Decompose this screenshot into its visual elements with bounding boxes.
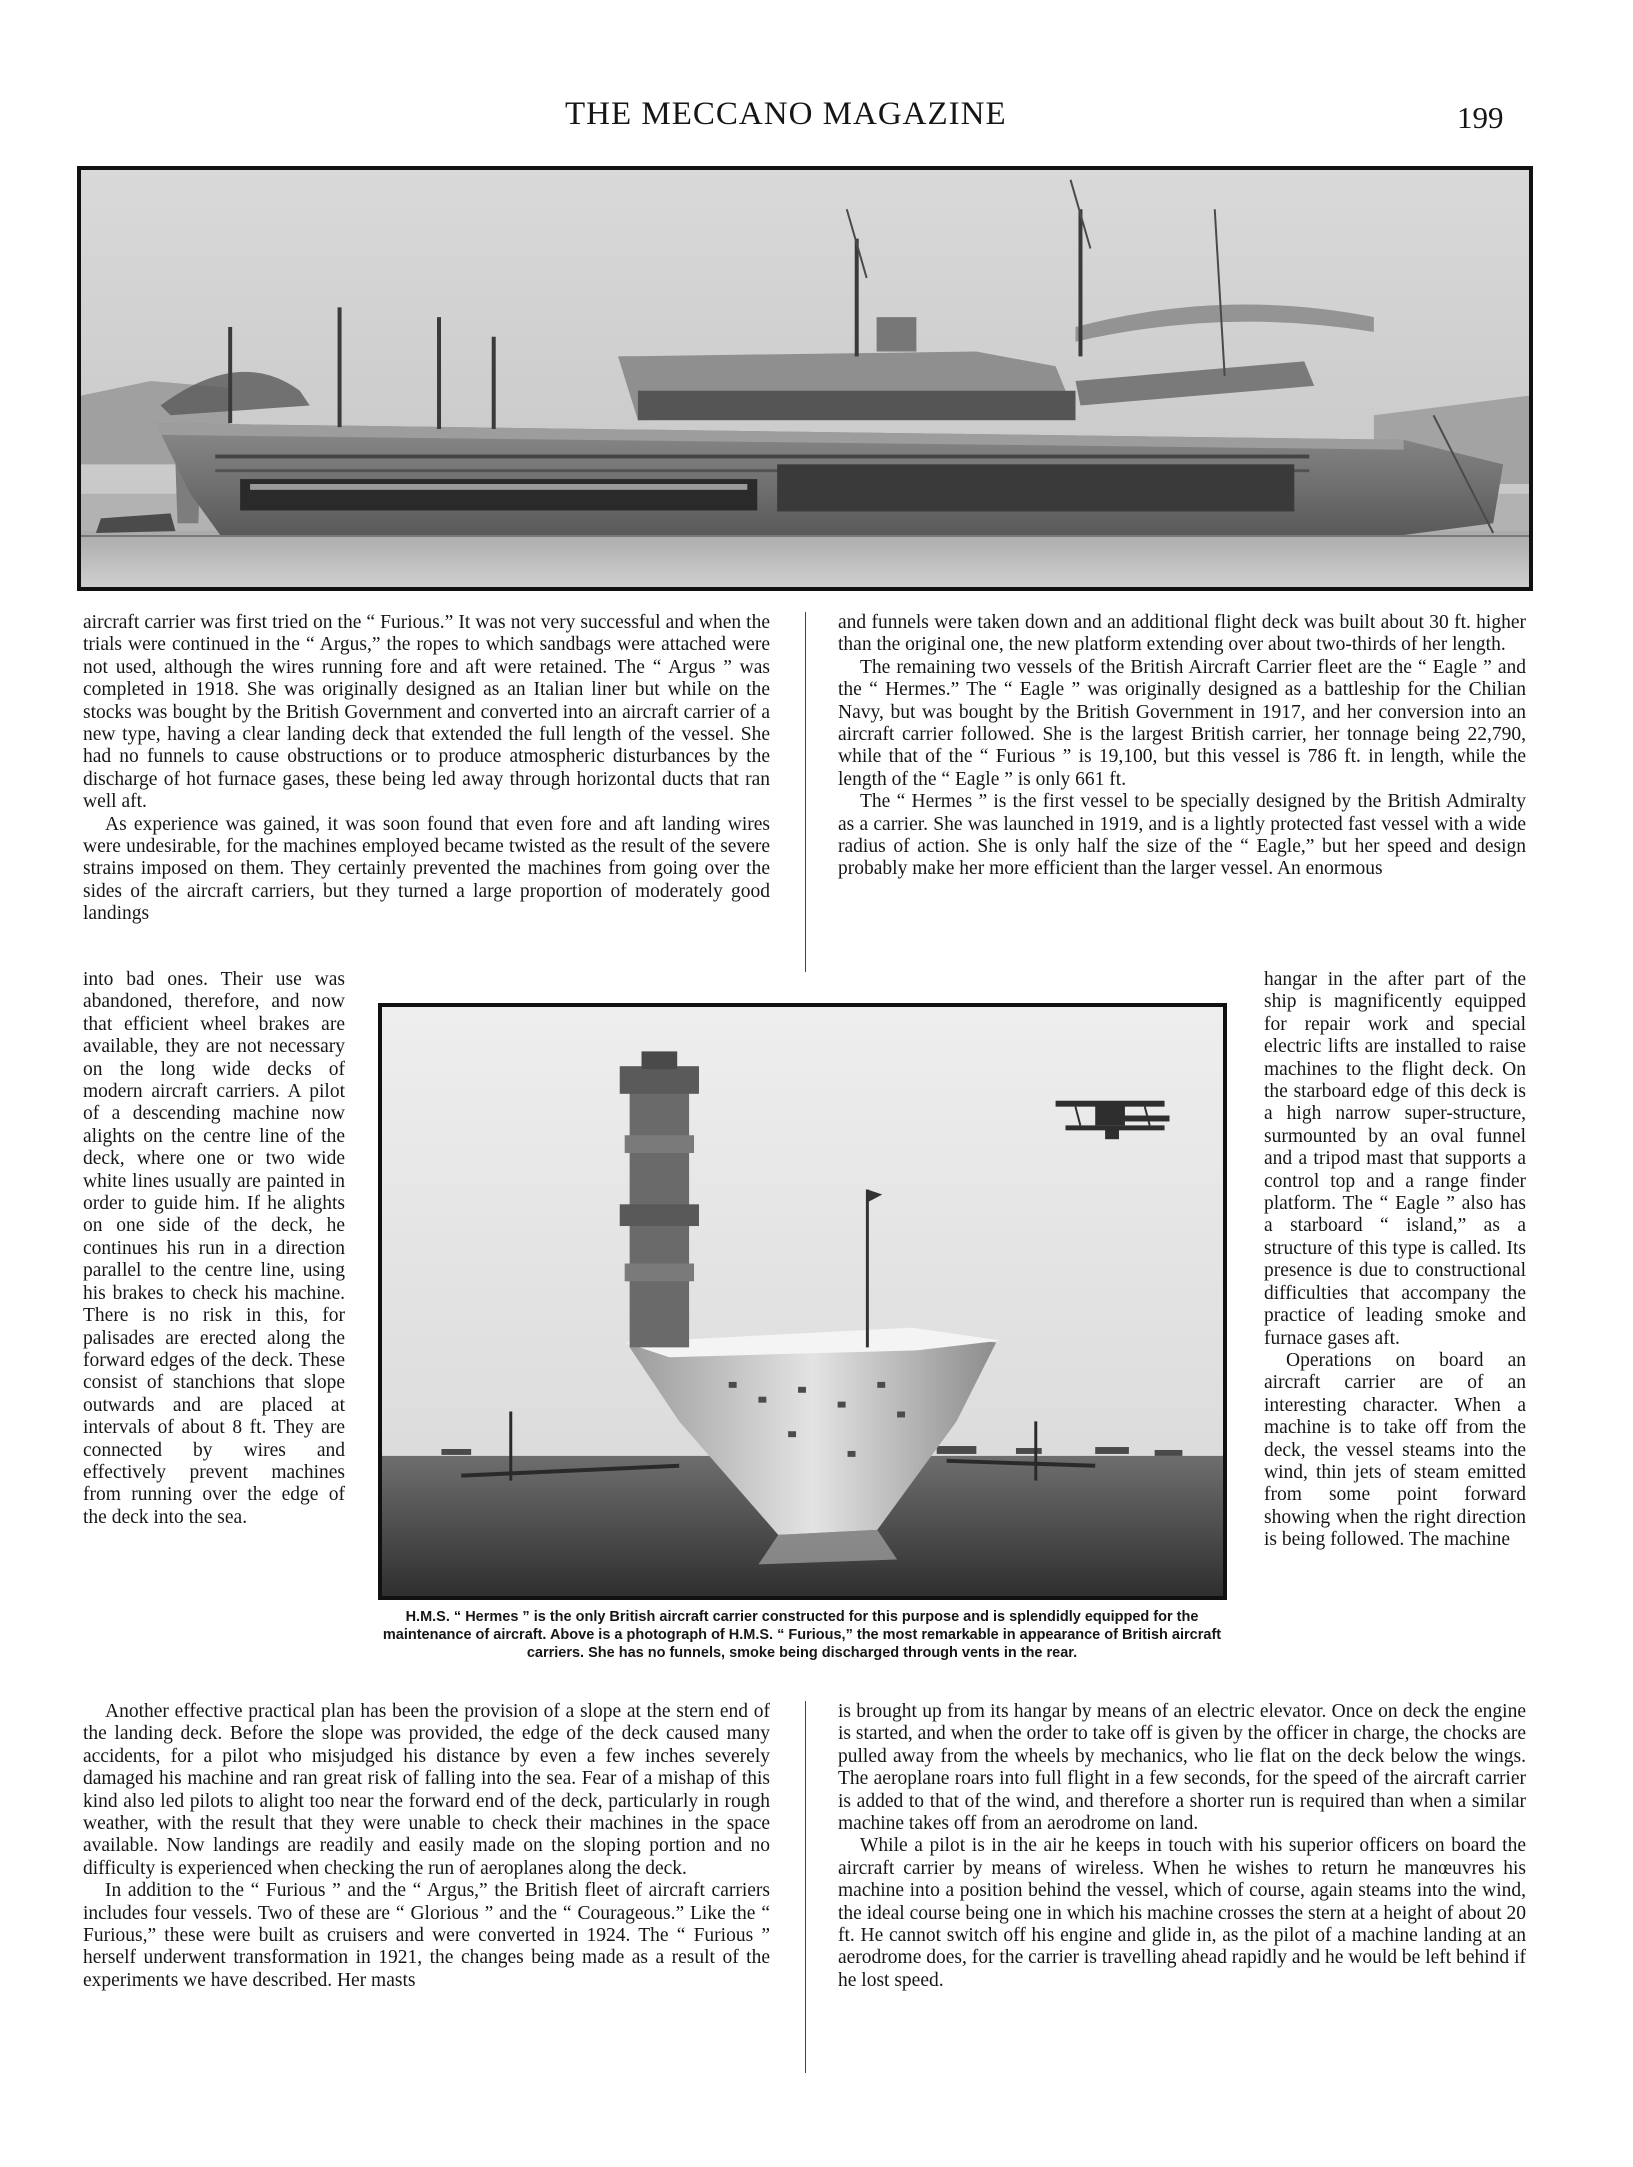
article-right-top — [838, 612, 1526, 881]
furious-carrier-photo — [77, 166, 1533, 591]
article-right-bottom — [838, 1701, 1526, 1992]
paragraph: Operations on board an aircraft carrier are of an interesting character. When a machine is to take off from the deck, the vessel steams into the wind, thin jets of steam emitted from some point forward showing when the right direction is being followed. The machine — [1264, 1349, 1526, 1551]
paragraph: is brought up from its hangar by means of an electric elevator. Once on deck the engine is started, and when the order to take off is given by the officer in charge, the chocks are pulled away from the wheels by mechanics, who lie flat on the deck below the wings. The aeroplane roars into full flight in a few seconds, for the speed of the aircraft carrier is added to that of the wind, and therefore a shorter run is required than when a similar machine takes off from an aerodrome on land. — [838, 1701, 1526, 1835]
paragraph: The “ Hermes ” is the first vessel to be specially designed by the British Admiralty as a carrier. She was launched in 1919, and is a lightly protected fast vessel with a wide radius of action. She is only half the size of the “ Eagle,” but her speed and design probably make her more efficient than the larger vessel. An enormous — [838, 791, 1526, 880]
paragraph: The remaining two vessels of the British Aircraft Carrier fleet are the “ Eagle ” and the “ Hermes.” The “ Eagle ” was originally designed as a battleship for the Chilian Navy, but was bought by the British Government in 1917, and her conversion into an aircraft carrier followed. She is the largest British carrier, her tonnage being 22,790, while that of the “ Furious ” is 19,100, but this vessel is 786 ft. in length, while the length of the “ Eagle ” is only 661 ft. — [838, 656, 1526, 790]
paragraph: aircraft carrier was first tried on the “ Furious.” It was not very successful and when the trials were continued in the “ Argus,” the ropes to which sandbags were attached were not used, although the wires running fore and aft were retained. The “ Argus ” was completed in 1918. She was originally designed as an Italian liner but while on the stocks was bought by the British Government and converted into an aircraft carrier of a new type, having a clear landing deck that extended the full length of the vessel. She had no funnels to cause obstructions or to produce atmospheric disturbances by the discharge of hot furnace gases, these being led away through horizontal ducts that ran well aft. — [83, 612, 770, 813]
hermes-carrier-photo-image — [382, 1007, 1223, 1596]
paragraph: into bad ones. Their use was abandoned, therefore, and now that efficient wheel brakes are available, they are not necessary on the long wide decks of modern aircraft carriers. A pilot of a descending machine now alights on the centre line of the deck, where one or two wide white lines usually are painted in order to guide him. If he alights on one side of the deck, he continues his run in a direction parallel to the centre line, using his brakes to check his machine. There is no risk in this, for palisades are erected along the forward edges of the deck. These consist of stanchions that slope outwards and are placed at intervals of about 8 ft. They are connected by wires and effectively prevent machines from running over the edge of the deck into the sea. — [83, 969, 345, 1528]
photo-caption: H.M.S. “ Hermes ” is the only British aircraft carrier constructed for this purpose and is splendidly equipped for the maintenance of aircraft. Above is a photograph of H.M.S. “ Furious,” the most remarkable in appearance of British aircraft carriers. She has no funnels, smoke being discharged through vents in the rear. — [382, 1609, 1222, 1661]
column-rule — [805, 612, 806, 972]
article-left-bottom — [83, 1701, 770, 1992]
paragraph: Another effective practical plan has been the provision of a slope at the stern end of the landing deck. Before the slope was provided, the edge of the deck caused many accidents, for a pilot who misjudged his distance by even a few inches severely damaged his machine and ran great risk of falling into the sea. Fear of a mishap of this kind also led pilots to alight too near the forward end of the deck, particularly in rough weather, with the result that they were unable to check their machines in the space available. Now landings are readily and easily made on the sloping portion and no difficulty is experienced when checking the run of aeroplanes along the deck. — [83, 1701, 770, 1879]
paragraph: hangar in the after part of the ship is magnificently equipped for repair work and special electric lifts are installed to raise machines to the flight deck. On the starboard edge of this deck is a high narrow super-structure, surmounted by an oval funnel and a tripod mast that supports a control top and a range finder platform. The “ Eagle ” also has a starboard “ island,” as a structure of this type is called. Its presence is due to constructional difficulties that accompany the practice of leading smoke and furnace gases aft. — [1264, 969, 1526, 1349]
running-title: THE MECCANO MAGAZINE — [565, 96, 1007, 132]
paragraph: and funnels were taken down and an additional flight deck was built about 30 ft. higher than the original one, the new platform extending over about two-thirds of her length. — [838, 612, 1526, 656]
page-number: 199 — [1457, 100, 1504, 135]
paragraph: While a pilot is in the air he keeps in touch with his superior officers on board the aircraft carrier by means of wireless. When he wishes to return he manœuvres his machine into a position behind the vessel, which of course, again steams into the wind, the ideal course being one in which his machine crosses the stern at a height of about 20 ft. He cannot switch off his engine and glide in, as the pilot of a machine landing at an aerodrome does, for the carrier is travelling ahead rapidly and he would be left behind if he lost speed. — [838, 1835, 1526, 1991]
furious-carrier-photo-image — [81, 170, 1529, 587]
column-rule — [805, 1701, 806, 2073]
article-left-top — [83, 612, 770, 926]
article-right-narrow — [1264, 969, 1526, 1552]
paragraph: In addition to the “ Furious ” and the “ Argus,” the British fleet of aircraft carriers includes four vessels. Two of these are “ Glorious ” and the “ Courageous.” Like the “ Furious,” these were built as cruisers and were converted in 1924. The “ Furious ” herself underwent transformation in 1921, the changes being made as a result of the experiments we have described. Her masts — [83, 1880, 770, 1991]
article-left-narrow — [83, 969, 345, 1529]
hermes-carrier-photo — [378, 1003, 1227, 1600]
paragraph: As experience was gained, it was soon found that even fore and aft landing wires were undesirable, for the machines employed became twisted as the result of the severe strains imposed on them. They certainly prevented the machines from going over the sides of the aircraft carriers, but they turned a large proportion of moderately good landings — [83, 813, 770, 925]
